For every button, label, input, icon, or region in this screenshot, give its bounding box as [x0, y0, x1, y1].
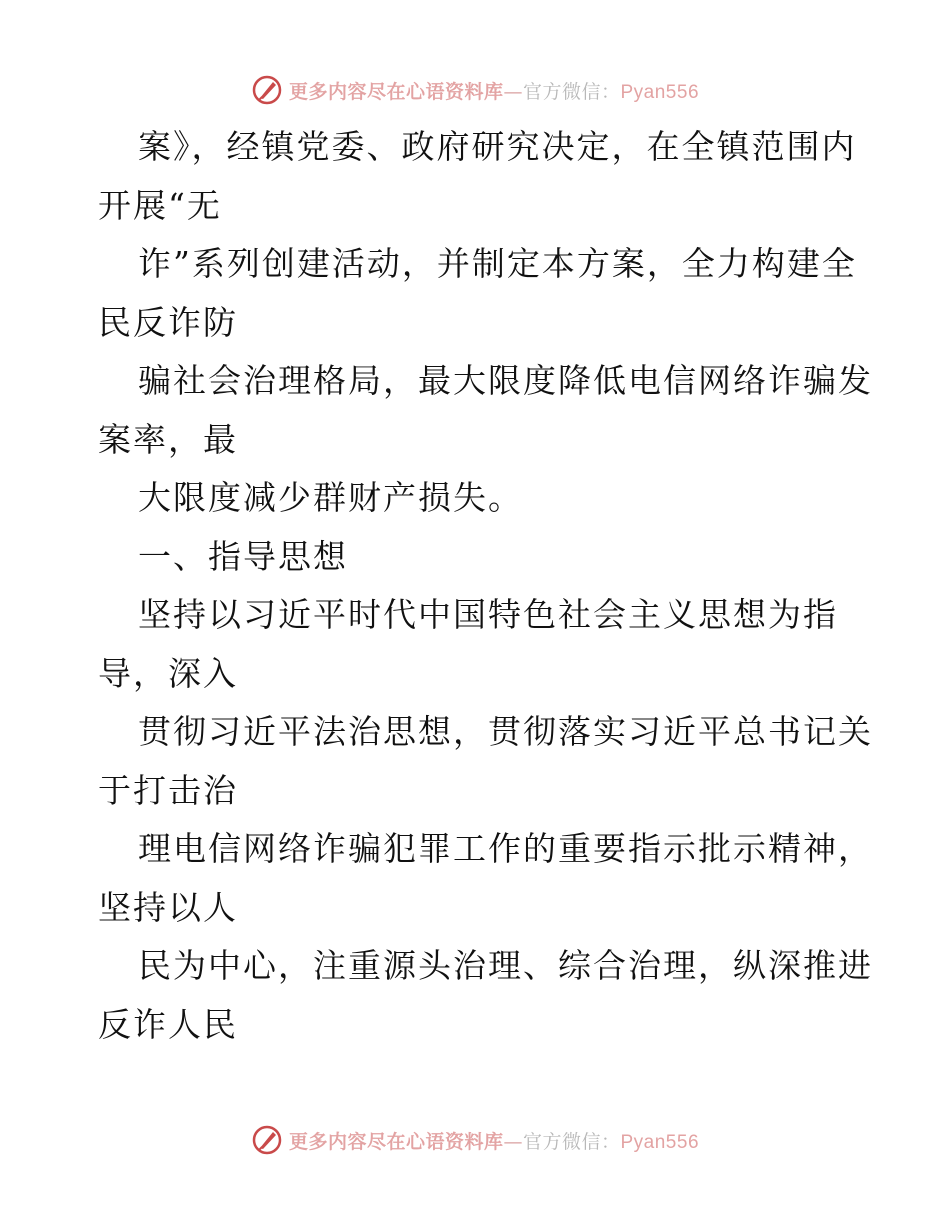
- text-line: 开展“无: [98, 185, 222, 225]
- text-line: 导，深入: [98, 653, 238, 693]
- text-line: 坚持以人: [98, 887, 238, 927]
- section-heading: 一、指导思想: [138, 536, 348, 576]
- text-line: 案率，最: [98, 419, 238, 459]
- text-line: 骗社会治理格局，最大限度降低电信网络诈骗发: [138, 361, 873, 400]
- text-line: 民反诈防: [98, 302, 238, 342]
- document-body: [98, 118, 873, 1054]
- feather-pen-logo-icon: [251, 74, 283, 106]
- watermark-text: 更多内容尽在心语资料库—官方微信：Pyan556: [288, 1130, 700, 1153]
- text-line: 于打击治: [98, 770, 238, 810]
- feather-pen-logo-icon: [251, 1124, 283, 1156]
- footer-watermark: [0, 1120, 950, 1160]
- text-line: 理电信网络诈骗犯罪工作的重要指示批示精神，: [138, 829, 873, 868]
- text-line: 案》，经镇党委、政府研究决定，在全镇范围内: [138, 127, 857, 166]
- header-watermark: [0, 70, 950, 110]
- text-line: 诈”系列创建活动，并制定本方案，全力构建全: [138, 244, 857, 283]
- text-line: 民为中心，注重源头治理、综合治理，纵深推进: [138, 946, 873, 985]
- watermark-text: 更多内容尽在心语资料库—官方微信：Pyan556: [288, 80, 700, 103]
- text-line: 坚持以习近平时代中国特色社会主义思想为指: [138, 595, 838, 634]
- text-line: 大限度减少群财产损失。: [138, 478, 523, 517]
- text-line: 反诈人民: [98, 1004, 238, 1044]
- text-line: 贯彻习近平法治思想，贯彻落实习近平总书记关: [138, 712, 873, 751]
